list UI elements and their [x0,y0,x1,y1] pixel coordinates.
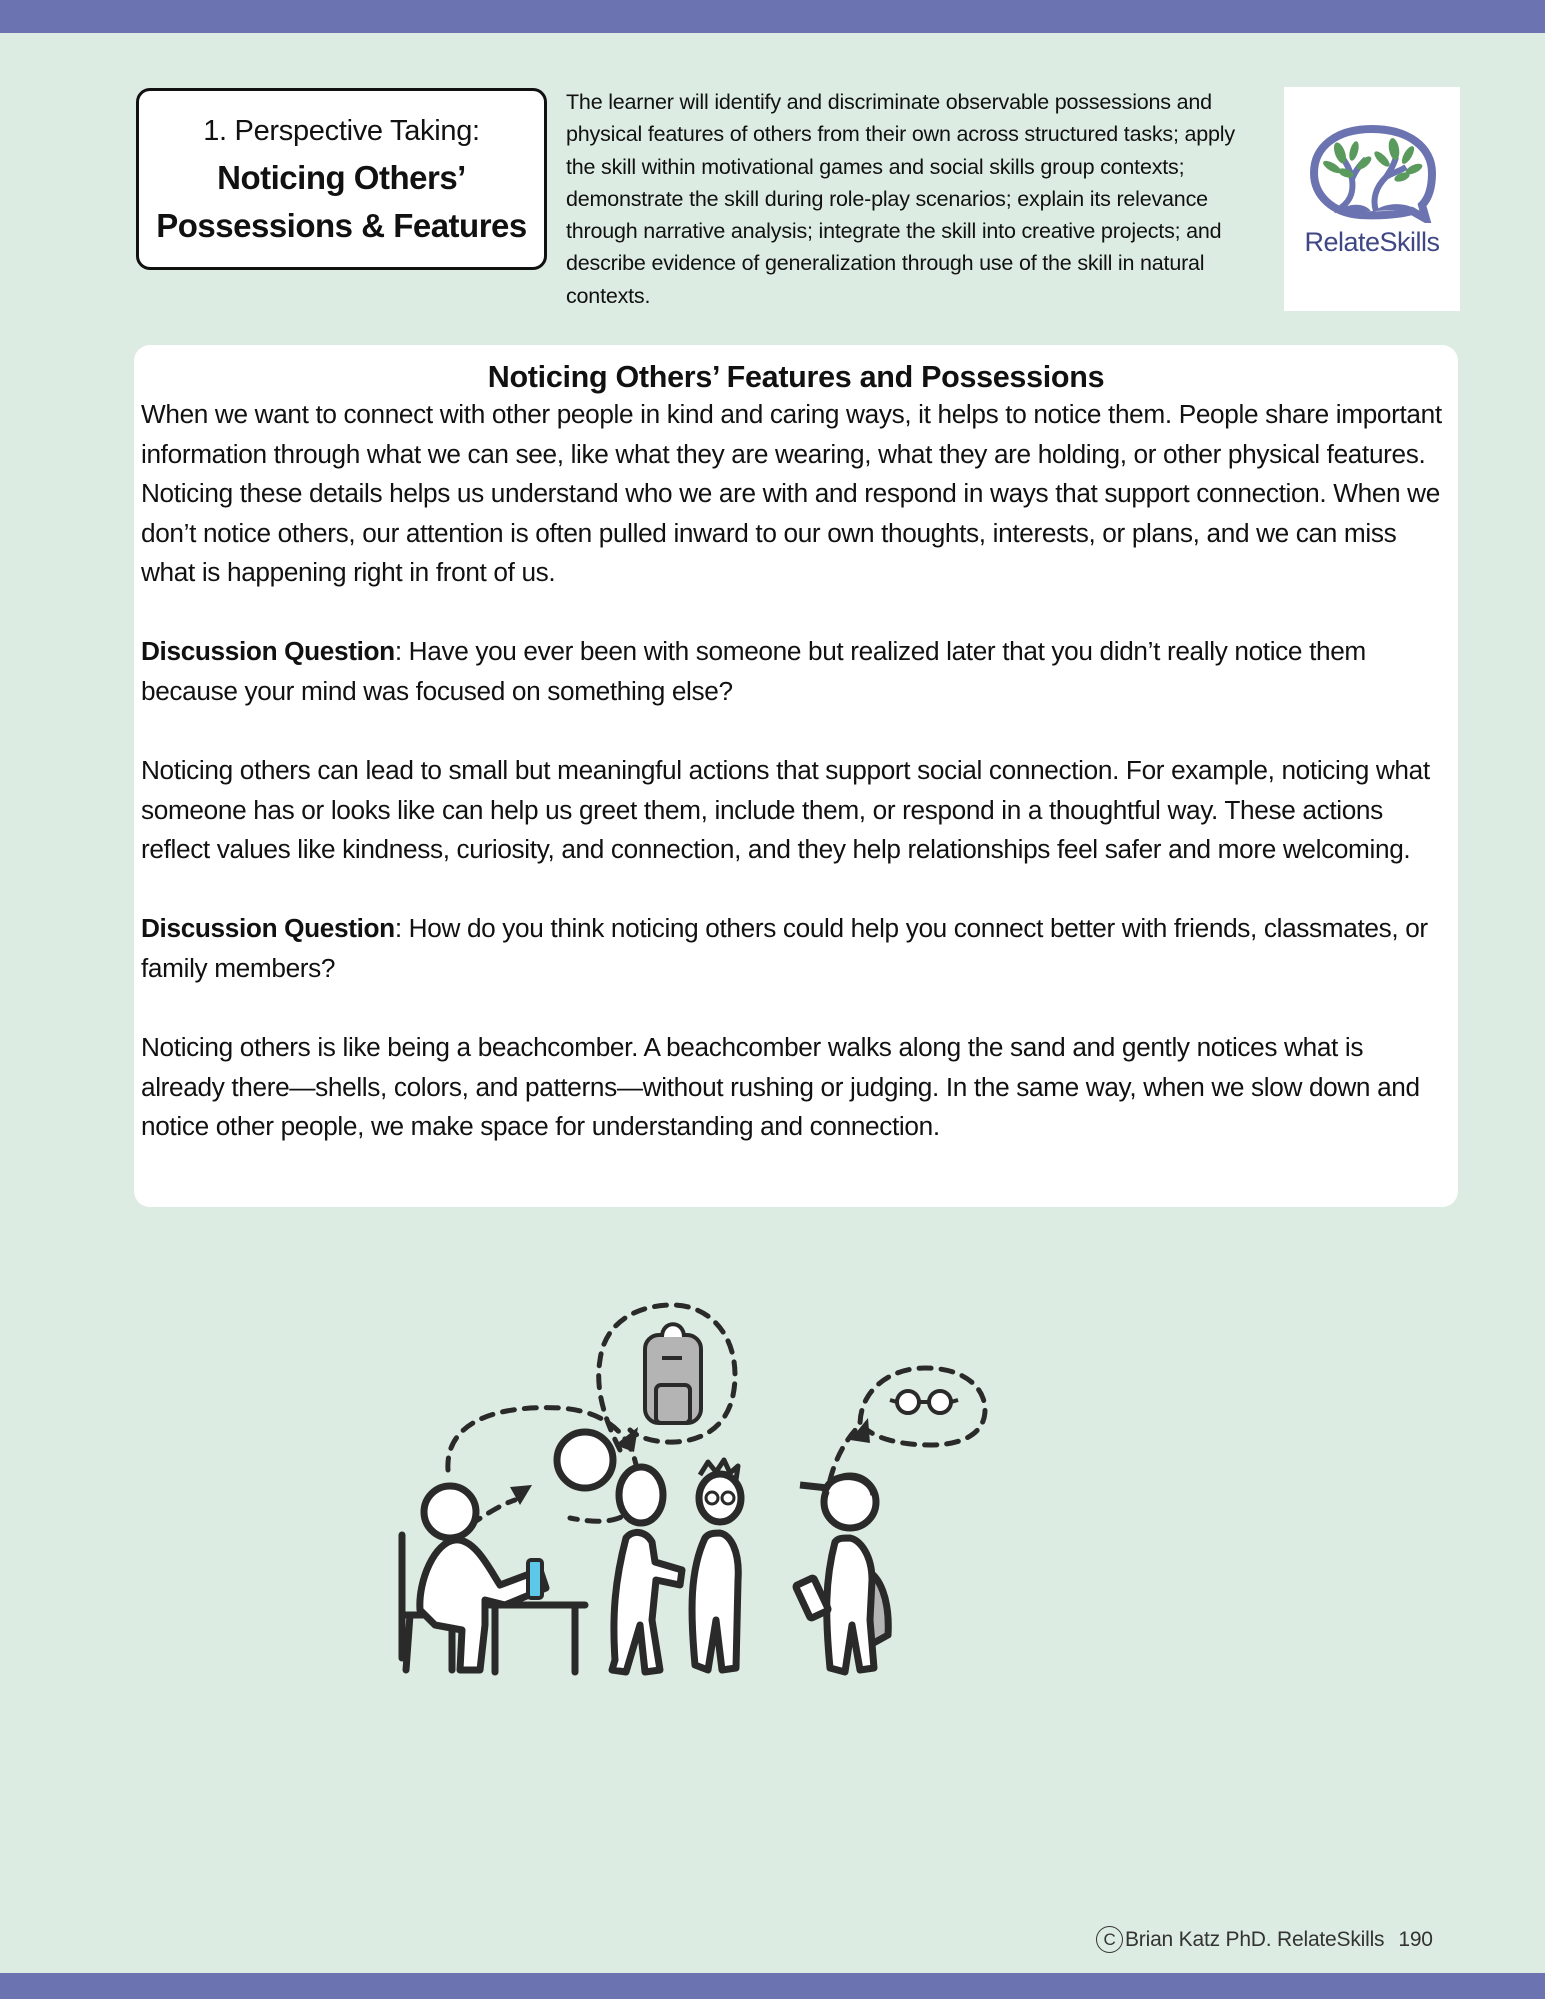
intro-paragraph: When we want to connect with other people in kind and caring ways, it helps to notice them. People share important information through what we can see, like what they are wearing, what they are holding, or other physical features. Noticing these details helps us understand who we are with and respond in ways that support connection. When we don’t notice others, our attention is often pulled inward to our own thoughts, interests, or plans, and we can miss what is happening right in front of us. [141,399,1442,588]
lesson-title-line2: Possessions & Features [156,207,527,244]
learning-objective: The learner will identify and discriminate observable possessions and physical features of others from their own across structured tasks; apply the skill within motivational games and social skills group contexts; demonstrate the skill during role-play scenarios; explain its relevance through narrative analysis; integrate the skill into creative projects; and describe evidence of generalization through use of the skill in natural contexts. [566,90,1235,308]
person-with-cap [795,1476,888,1672]
actions-paragraph: Noticing others can lead to small but meaningful actions that support social connection. For example, noticing what someone has or looks like can help us greet them, include them, or respond in a thoughtful way. These actions reflect values like kindness, curiosity, and connection, and they help relationships feel safer and more welcoming. [141,755,1430,865]
relateskills-logo [1284,87,1460,311]
discussion-text: : Have you ever been with someone but realized later that you didn’t really notice them because your mind was focused on something else? [141,636,1366,707]
bottom-banner [0,1973,1545,1999]
thought-bubble-glasses [830,1368,985,1480]
person-with-glasses [692,1460,741,1670]
walking-person [612,1467,682,1672]
page-footer [1096,1926,1433,1953]
author-credit: Brian Katz PhD. RelateSkills [1125,1927,1385,1951]
page-number: 190 [1398,1927,1433,1951]
discussion-text: : How do you think noticing others could help you connect better with friends, classmates, or family members? [141,913,1428,984]
top-banner [0,0,1545,33]
content-card [134,345,1458,1207]
backpack-icon [645,1324,701,1423]
section-heading: Noticing Others’ Features and Possessions [487,360,1105,394]
person-head-thought [557,1432,613,1488]
copyright-icon: C [1096,1926,1123,1953]
glasses-icon [890,1391,958,1413]
discussion-question-1 [141,632,1451,711]
logo-wordmark: RelateSkills [1304,227,1440,257]
water-bottle-icon [528,1560,542,1598]
book-icon [795,1577,828,1618]
lesson-title-line1: Noticing Others’ [217,159,466,196]
tree-speech-bubble-icon [1306,123,1438,223]
noticing-others-illustration [390,1280,1180,1770]
discussion-label: Discussion Question [141,636,395,667]
discussion-label: Discussion Question [141,913,395,944]
beachcomber-paragraph: Noticing others is like being a beachcomber. A beachcomber walks along the sand and gently notices what is already there—shells, colors, and patterns—without rushing or judging. In the same way, when we slow down and notice other people, we make space for understanding and connection. [141,1032,1420,1142]
lesson-number-title: 1. Perspective Taking: [203,115,480,147]
lesson-title-box [136,88,547,270]
seated-person [402,1486,585,1672]
discussion-question-2 [141,909,1451,988]
